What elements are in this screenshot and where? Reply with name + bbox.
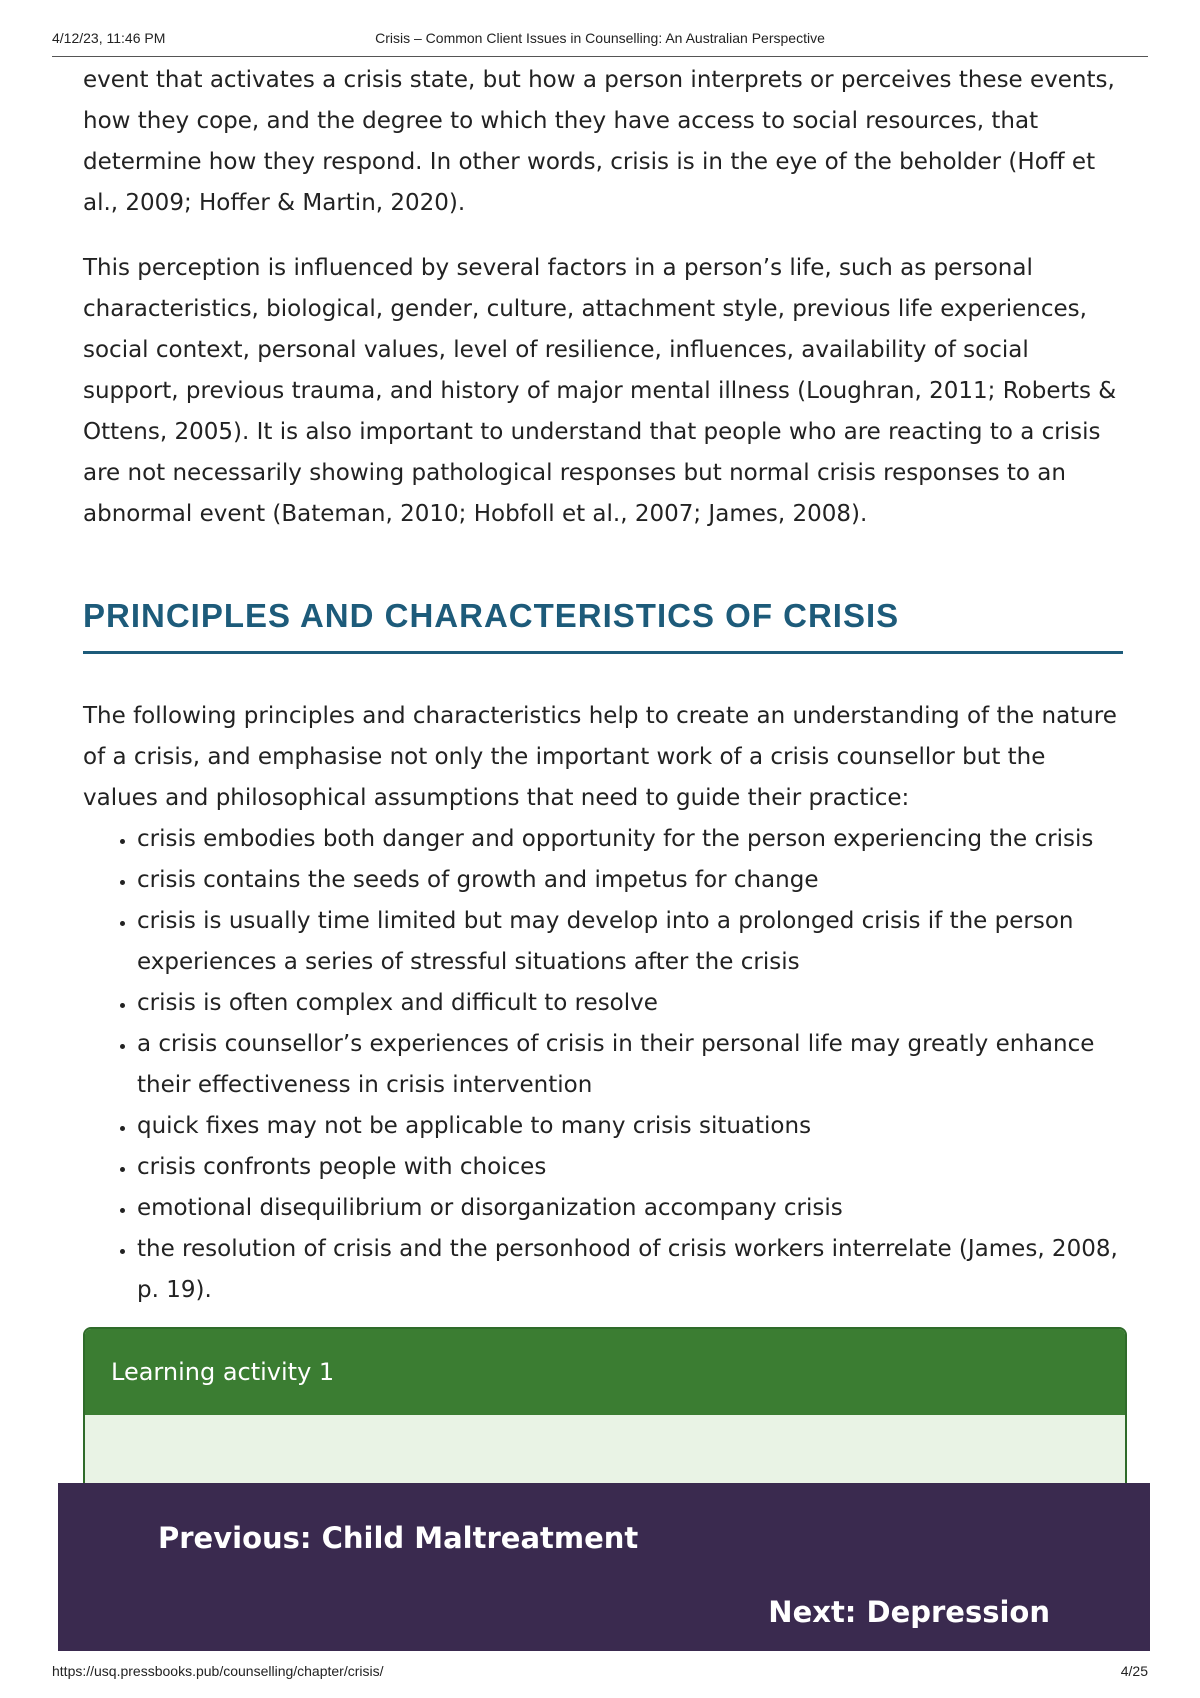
list-item: • crisis confronts people with choices bbox=[137, 1147, 1123, 1188]
learning-activity-box bbox=[83, 1327, 1127, 1491]
chapter-content bbox=[83, 60, 1123, 1311]
list-item: • crisis is usually time limited but may develop into a prolonged crisis if the person experiences a series of stressful situations after the crisis bbox=[137, 901, 1123, 983]
list-item: • crisis is often complex and difficult to resolve bbox=[137, 983, 1123, 1024]
next-chapter-link[interactable]: Next: Depression bbox=[768, 1595, 1050, 1629]
list-item: • crisis contains the seeds of growth and impetus for change bbox=[137, 860, 1123, 901]
print-header bbox=[52, 26, 1148, 57]
section-heading: PRINCIPLES AND CHARACTERISTICS OF CRISIS bbox=[83, 595, 1123, 654]
list-item: • crisis embodies both danger and opportunity for the person experiencing the crisis bbox=[137, 819, 1123, 860]
print-page-title: Crisis – Common Client Issues in Counselling: An Australian Perspective bbox=[375, 30, 825, 46]
page-number: 4/25 bbox=[1120, 1663, 1148, 1679]
paragraph: This perception is influenced by several factors in a person’s life, such as personal characteristics, biological, gender, culture, attachment style, previous life experiences, social context, personal values, level of resilience, influences, availability of social support, previous trauma, and history of major mental illness (Loughran, 2011; Roberts & Ottens, 2005). It is also important to understand that people who are reacting to a crisis are not necessarily showing pathological responses but normal crisis responses to an abnormal event (Bateman, 2010; Hobfoll et al., 2007; James, 2008). bbox=[83, 255, 1117, 527]
list-item: • emotional disequilibrium or disorganization accompany crisis bbox=[137, 1188, 1123, 1229]
learning-activity-title: Learning activity 1 bbox=[85, 1329, 1125, 1415]
list-item: • quick fixes may not be applicable to many crisis situations bbox=[137, 1106, 1123, 1147]
print-url: https://usq.pressbooks.pub/counselling/chapter/crisis/ bbox=[52, 1663, 384, 1679]
paragraph: event that activates a crisis state, but how a person interprets or perceives these events, how they cope, and the degree to which they have access to social resources, that determine how they respond. In other words, crisis is in the eye of the beholder (Hoff et al., 2009; Hoffer & Martin, 2020). bbox=[83, 67, 1115, 216]
principles-list bbox=[83, 819, 1123, 1311]
previous-chapter-link[interactable]: Previous: Child Maltreatment bbox=[158, 1521, 639, 1555]
paragraph: The following principles and characteristics help to create an understanding of the nature of a crisis, and emphasise not only the important work of a crisis counsellor but the values and philosophical assumptions that need to guide their practice: bbox=[83, 703, 1117, 811]
list-item: • a crisis counsellor’s experiences of crisis in their personal life may greatly enhance their effectiveness in crisis intervention bbox=[137, 1024, 1123, 1106]
print-timestamp: 4/12/23, 11:46 PM bbox=[52, 30, 166, 46]
chapter-nav-bar bbox=[58, 1483, 1150, 1651]
list-item: • the resolution of crisis and the personhood of crisis workers interrelate (James, 2008, p. 19). bbox=[137, 1229, 1123, 1311]
